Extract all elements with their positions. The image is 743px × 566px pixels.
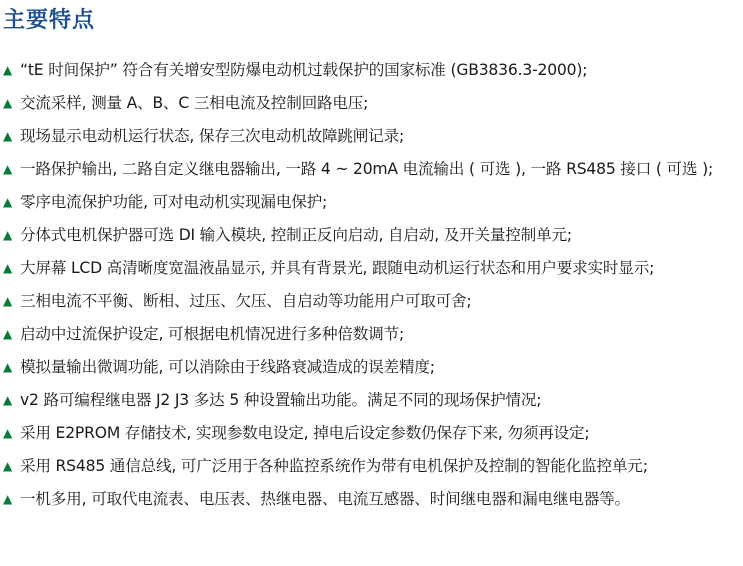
feature-text: 现场显示电动机运行状态, 保存三次电动机故障跳闸记录; — [20, 127, 405, 145]
triangle-bullet-icon: ▲ — [3, 492, 13, 506]
feature-item — [3, 58, 739, 83]
feature-item — [3, 91, 739, 116]
triangle-bullet-icon: ▲ — [3, 261, 13, 275]
feature-text: “tE 时间保护” 符合有关增安型防爆电动机过载保护的国家标准 (GB3836.3-2000); — [20, 61, 588, 79]
feature-text: 零序电流保护功能, 可对电动机实现漏电保护; — [20, 193, 328, 211]
triangle-bullet-icon: ▲ — [3, 360, 13, 374]
triangle-bullet-icon: ▲ — [3, 393, 13, 407]
feature-text: 启动中过流保护设定, 可根据电机情况进行多种倍数调节; — [20, 325, 405, 343]
feature-item — [3, 388, 739, 413]
feature-text: 交流采样, 测量 A、B、C 三相电流及控制回路电压; — [20, 94, 369, 112]
feature-item — [3, 157, 739, 182]
triangle-bullet-icon: ▲ — [3, 459, 13, 473]
feature-text: 大屏幕 LCD 高清晰度宽温液晶显示, 并具有背景光, 跟随电动机运行状态和用户要求实时显示; — [20, 259, 655, 277]
feature-text: 一机多用, 可取代电流表、电压表、热继电器、电流互感器、时间继电器和漏电继电器等。 — [20, 490, 630, 508]
feature-item — [3, 124, 739, 149]
triangle-bullet-icon: ▲ — [3, 228, 13, 242]
feature-item — [3, 289, 739, 314]
feature-item — [3, 322, 739, 347]
feature-text: 采用 RS485 通信总线, 可广泛用于各种监控系统作为带有电机保护及控制的智能化监控单元; — [20, 457, 648, 475]
feature-text: 一路保护输出, 二路自定义继电器输出, 一路 4 ~ 20mA 电流输出 ( 可选 ), 一路 RS485 接口 ( 可选 ); — [20, 160, 714, 178]
feature-item — [3, 355, 739, 380]
feature-text: 三相电流不平衡、断相、过压、欠压、自启动等功能用户可取可舍; — [20, 292, 472, 310]
triangle-bullet-icon: ▲ — [3, 63, 13, 77]
triangle-bullet-icon: ▲ — [3, 426, 13, 440]
triangle-bullet-icon: ▲ — [3, 294, 13, 308]
triangle-bullet-icon: ▲ — [3, 162, 13, 176]
feature-list — [3, 58, 739, 520]
feature-item — [3, 256, 739, 281]
triangle-bullet-icon: ▲ — [3, 195, 13, 209]
triangle-bullet-icon: ▲ — [3, 129, 13, 143]
feature-item — [3, 190, 739, 215]
triangle-bullet-icon: ▲ — [3, 327, 13, 341]
feature-text: 分体式电机保护器可选 DI 输入模块, 控制正反向启动, 自启动, 及开关量控制单元; — [20, 226, 572, 244]
feature-text: 模拟量输出微调功能, 可以消除由于线路衰减造成的误差精度; — [20, 358, 435, 376]
feature-item — [3, 487, 739, 512]
section-title: 主要特点 — [3, 8, 96, 33]
feature-text: 采用 E2PROM 存储技术, 实现参数电设定, 掉电后设定参数仍保存下来, 勿须再设定; — [20, 424, 590, 442]
feature-item — [3, 421, 739, 446]
feature-text: v2 路可编程继电器 J2 J3 多达 5 种设置输出功能。满足不同的现场保护情况; — [20, 391, 542, 409]
feature-item — [3, 223, 739, 248]
triangle-bullet-icon: ▲ — [3, 96, 13, 110]
feature-item — [3, 454, 739, 479]
